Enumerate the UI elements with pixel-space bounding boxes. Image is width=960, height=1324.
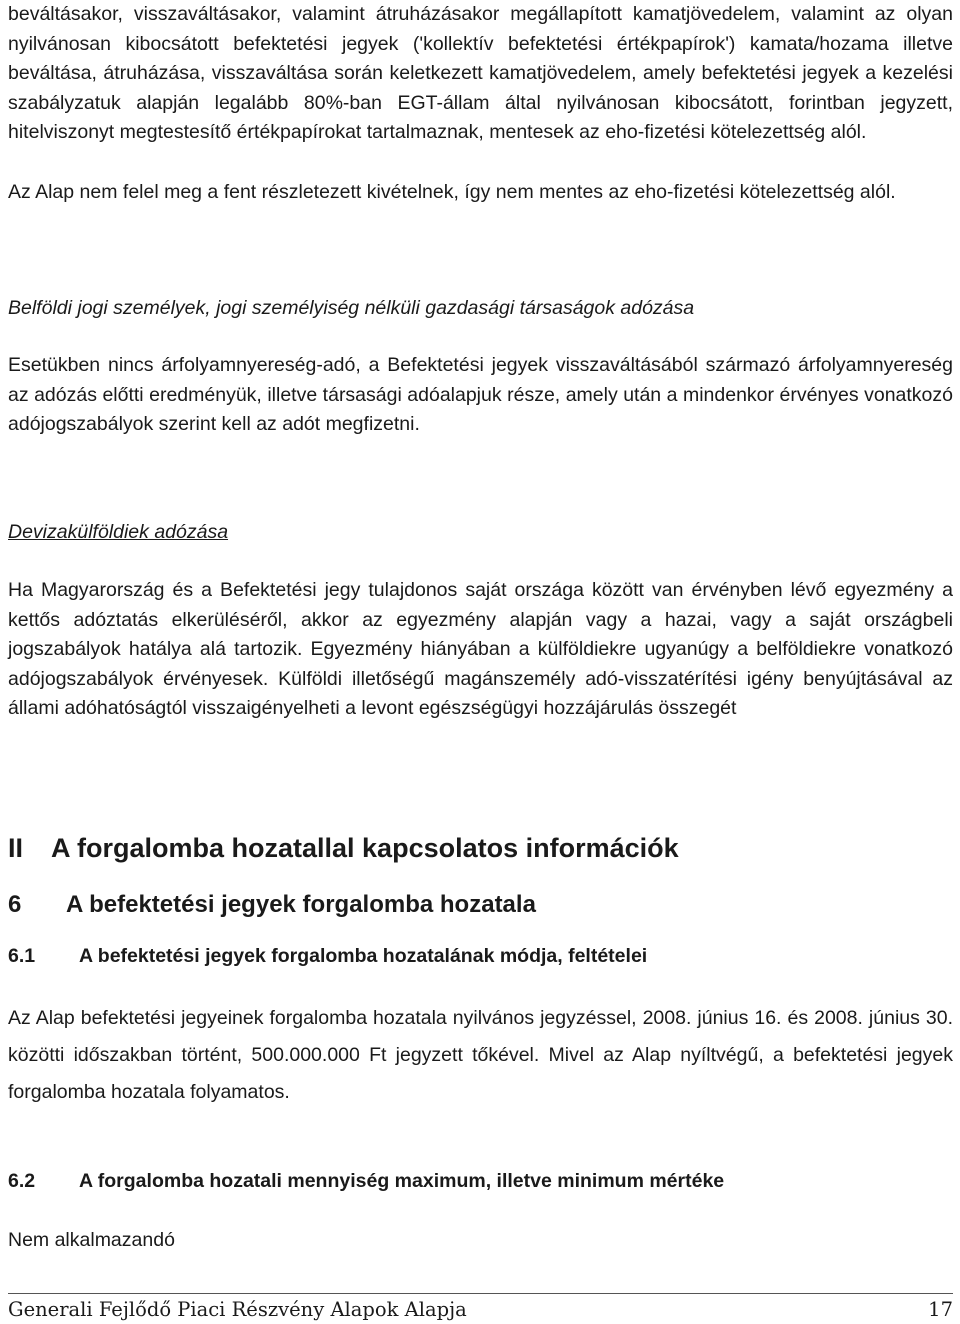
- footer-document-title: Generali Fejlődő Piaci Részvény Alapok Alapja: [8, 1298, 467, 1321]
- subsection-6-2-number: 6.2: [8, 1170, 36, 1192]
- paragraph-issuance-method: Az Alap befektetési jegyeinek forgalomba hozatala nyilvános jegyzéssel, 2008. június 16. és 2008. június 30. közötti időszakban történt, 500.000.000 Ft jegyzett tőkével. Mivel az Alap nyíltvégű, a befektetési jegyek forgalomba hozatala folyamatos.: [8, 1007, 953, 1103]
- footer-page-number: 17: [928, 1298, 953, 1321]
- part-number: II: [8, 833, 24, 863]
- part-title: [8, 830, 953, 866]
- subsection-6-2-title: [8, 1167, 953, 1195]
- subsection-6-1-number: 6.1: [8, 945, 36, 967]
- page-footer: [8, 1296, 953, 1324]
- subsection-6-2-title-text: A forgalomba hozatali mennyiség maximum, illetve minimum mértéke: [79, 1170, 725, 1192]
- paragraph-not-applicable: Nem alkalmazandó: [8, 1229, 175, 1251]
- paragraph-fund-not-exempt: Az Alap nem felel meg a fent részletezett kivételnek, így nem mentes az eho-fizetési kötelezettség alól.: [8, 181, 896, 203]
- heading-foreign-taxation: Devizakülföldiek adózása: [8, 521, 229, 543]
- section-title: [8, 889, 953, 921]
- section-title-text: A befektetési jegyek forgalomba hozatala: [66, 891, 536, 918]
- paragraph-foreign: Ha Magyarország és a Befektetési jegy tulajdonos saját országa között van érvényben lévő egyezmény a kettős adóztatás elkerüléséről, akkor az egyezmény alapján vagy a hazai, vagy a saját országbeli jogszabályok hatálya alá tartozik. Egyezmény hiányában a külföldiekre ugyanúgy a belföldiekre vonatkozó adójogszabályok érvényesek. Külföldi illetőségű magánszemély adó-visszatérítési igény benyújtásával az állami adóhatóságtól visszaigényelheti a levont egészségügyi hozzájárulás összegét: [8, 579, 953, 720]
- paragraph-legal-entities: Esetükben nincs árfolyamnyereség-adó, a Befektetési jegyek visszaváltásából származó árfolyamnyereség az adózás előtti eredményük, illetve társasági adóalapjuk része, amely után a mindenkor érvényes vonatkozó adójogszabályok szerint kell az adót megfizetni.: [8, 354, 953, 436]
- part-title-text: A forgalomba hozatallal kapcsolatos információk: [51, 833, 679, 863]
- footer-divider: [8, 1293, 953, 1294]
- subsection-6-1-title: [8, 942, 953, 970]
- heading-legal-entities-taxation: Belföldi jogi személyek, jogi személyiség nélküli gazdasági társaságok adózása: [8, 297, 695, 319]
- section-number: 6: [8, 891, 22, 918]
- subsection-6-1-title-text: A befektetési jegyek forgalomba hozatalának módja, feltételei: [79, 945, 648, 967]
- paragraph-eho-exemption: beváltásakor, visszaváltásakor, valamint átruházásakor megállapított kamatjövedelem, valamint az olyan nyilvánosan kibocsátott befektetési jegyek ('kollektív befektetési értékpapírok') kamata/hozama illetve beváltása, átruházása, visszaváltása során keletkezett kamatjövedelem, amely befektetési jegyek a kezelési szabályzatuk alapján legalább 80%-ban EGT-állam által nyilvánosan kibocsátott, forintban jegyzett, hitelviszonyt megtestesítő értékpapírokat tartalmaznak, mentesek az eho-fizetési kötelezettség alól.: [8, 3, 953, 144]
